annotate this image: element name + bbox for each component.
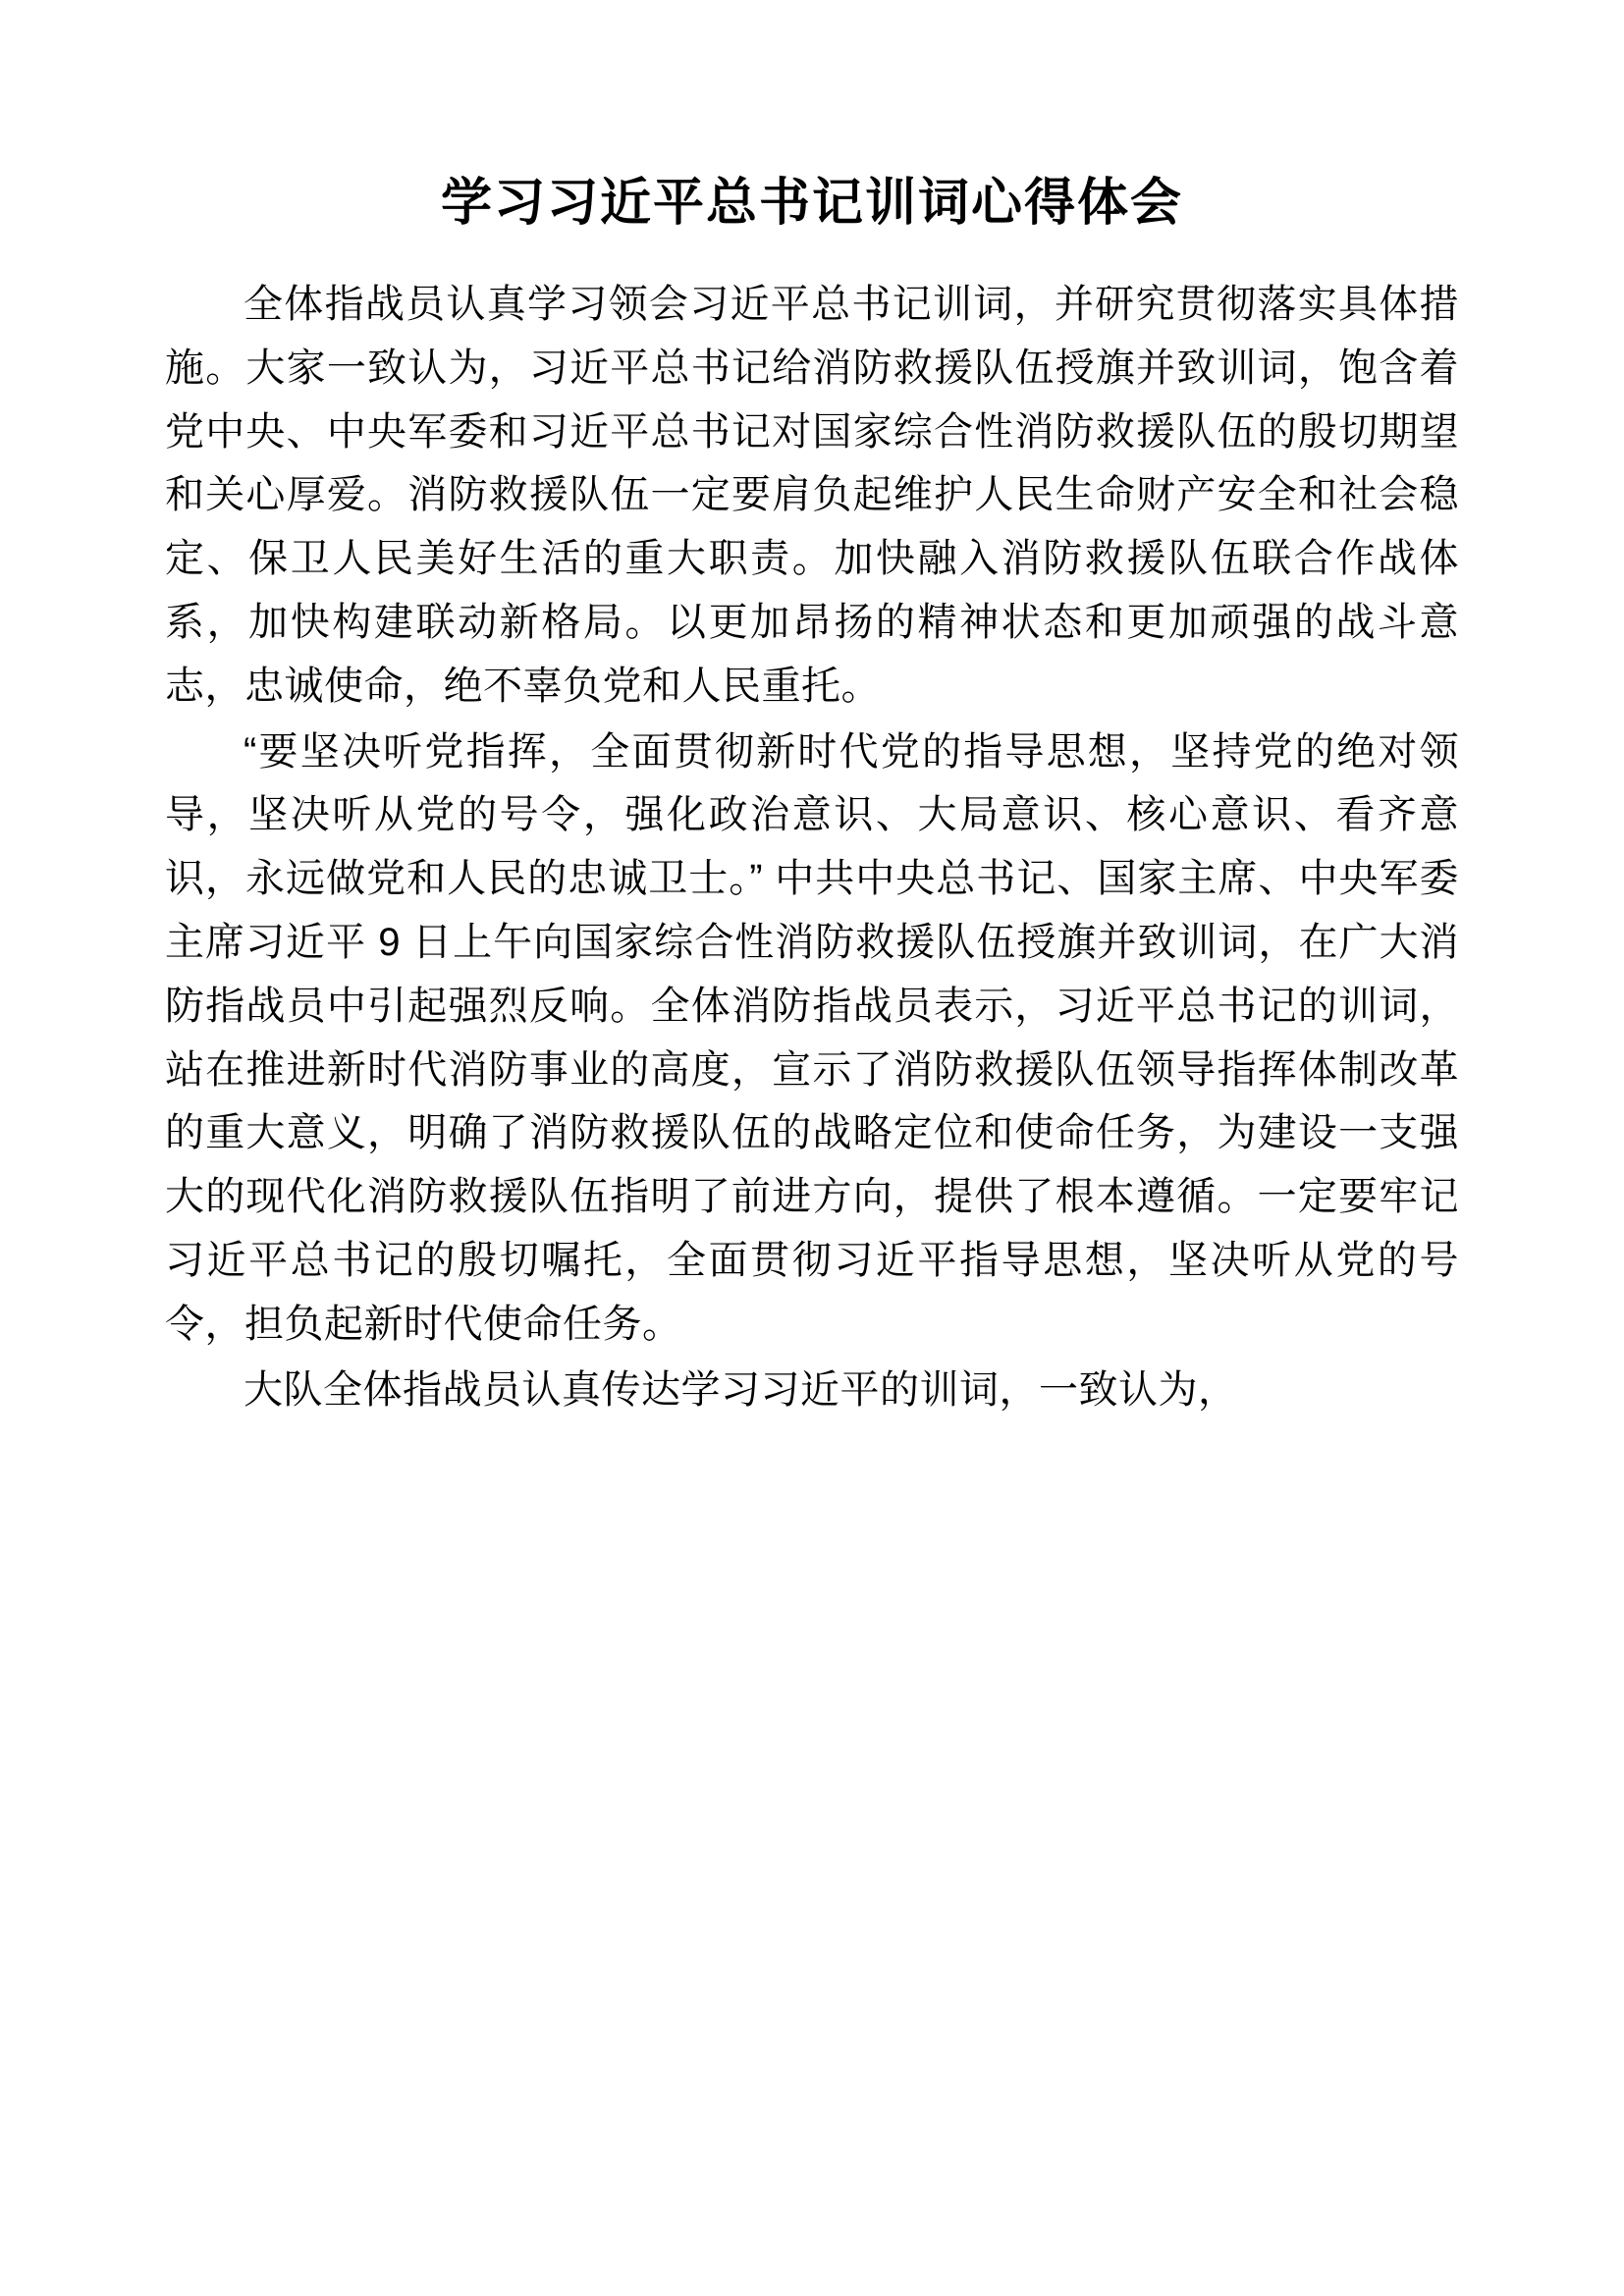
document-body <box>165 273 1459 1421</box>
paragraph: “要坚决听党指挥，全面贯彻新时代党的指导思想，坚持党的绝对领导，坚决听从党的号令，强化政治意识、大局意识、核心意识、看齐意识，永远做党和人民的忠诚卫士。” 中共中央总书记、国家主席、中央军委主席习近平 9 日上午向国家综合性消防救援队伍授旗并致训词，在广大消防指战员中引起强烈反响。全体消防指战员表示，习近平总书记的训词，站在推进新时代消防事业的高度，宣示了消防救援队伍领导指挥体制改革的重大意义，明确了消防救援队伍的战略定位和使命任务，为建设一支强大的现代化消防救援队伍指明了前进方向，提供了根本遵循。一定要牢记习近平总书记的殷切嘱托，全面贯彻习近平指导思想，坚决听从党的号令，担负起新时代使命任务。 <box>165 729 1459 1346</box>
page-title: 学习习近平总书记训词心得体会 <box>440 175 1183 232</box>
paragraph: 大队全体指战员认真传达学习习近平的训词，一致认为， <box>244 1367 1238 1412</box>
paragraph: 全体指战员认真学习领会习近平总书记训词，并研究贯彻落实具体措施。大家一致认为，习近平总书记给消防救援队伍授旗并致训词，饱含着党中央、中央军委和习近平总书记对国家综合性消防救援队伍的殷切期望和关心厚爱。消防救援队伍一定要肩负起维护人民生命财产安全和社会稳定、保卫人民美好生活的重大职责。加快融入消防救援队伍联合作战体系，加快构建联动新格局。以更加昂扬的精神状态和更加顽强的战斗意志，忠诚使命，绝不辜负党和人民重托。 <box>165 283 1459 708</box>
